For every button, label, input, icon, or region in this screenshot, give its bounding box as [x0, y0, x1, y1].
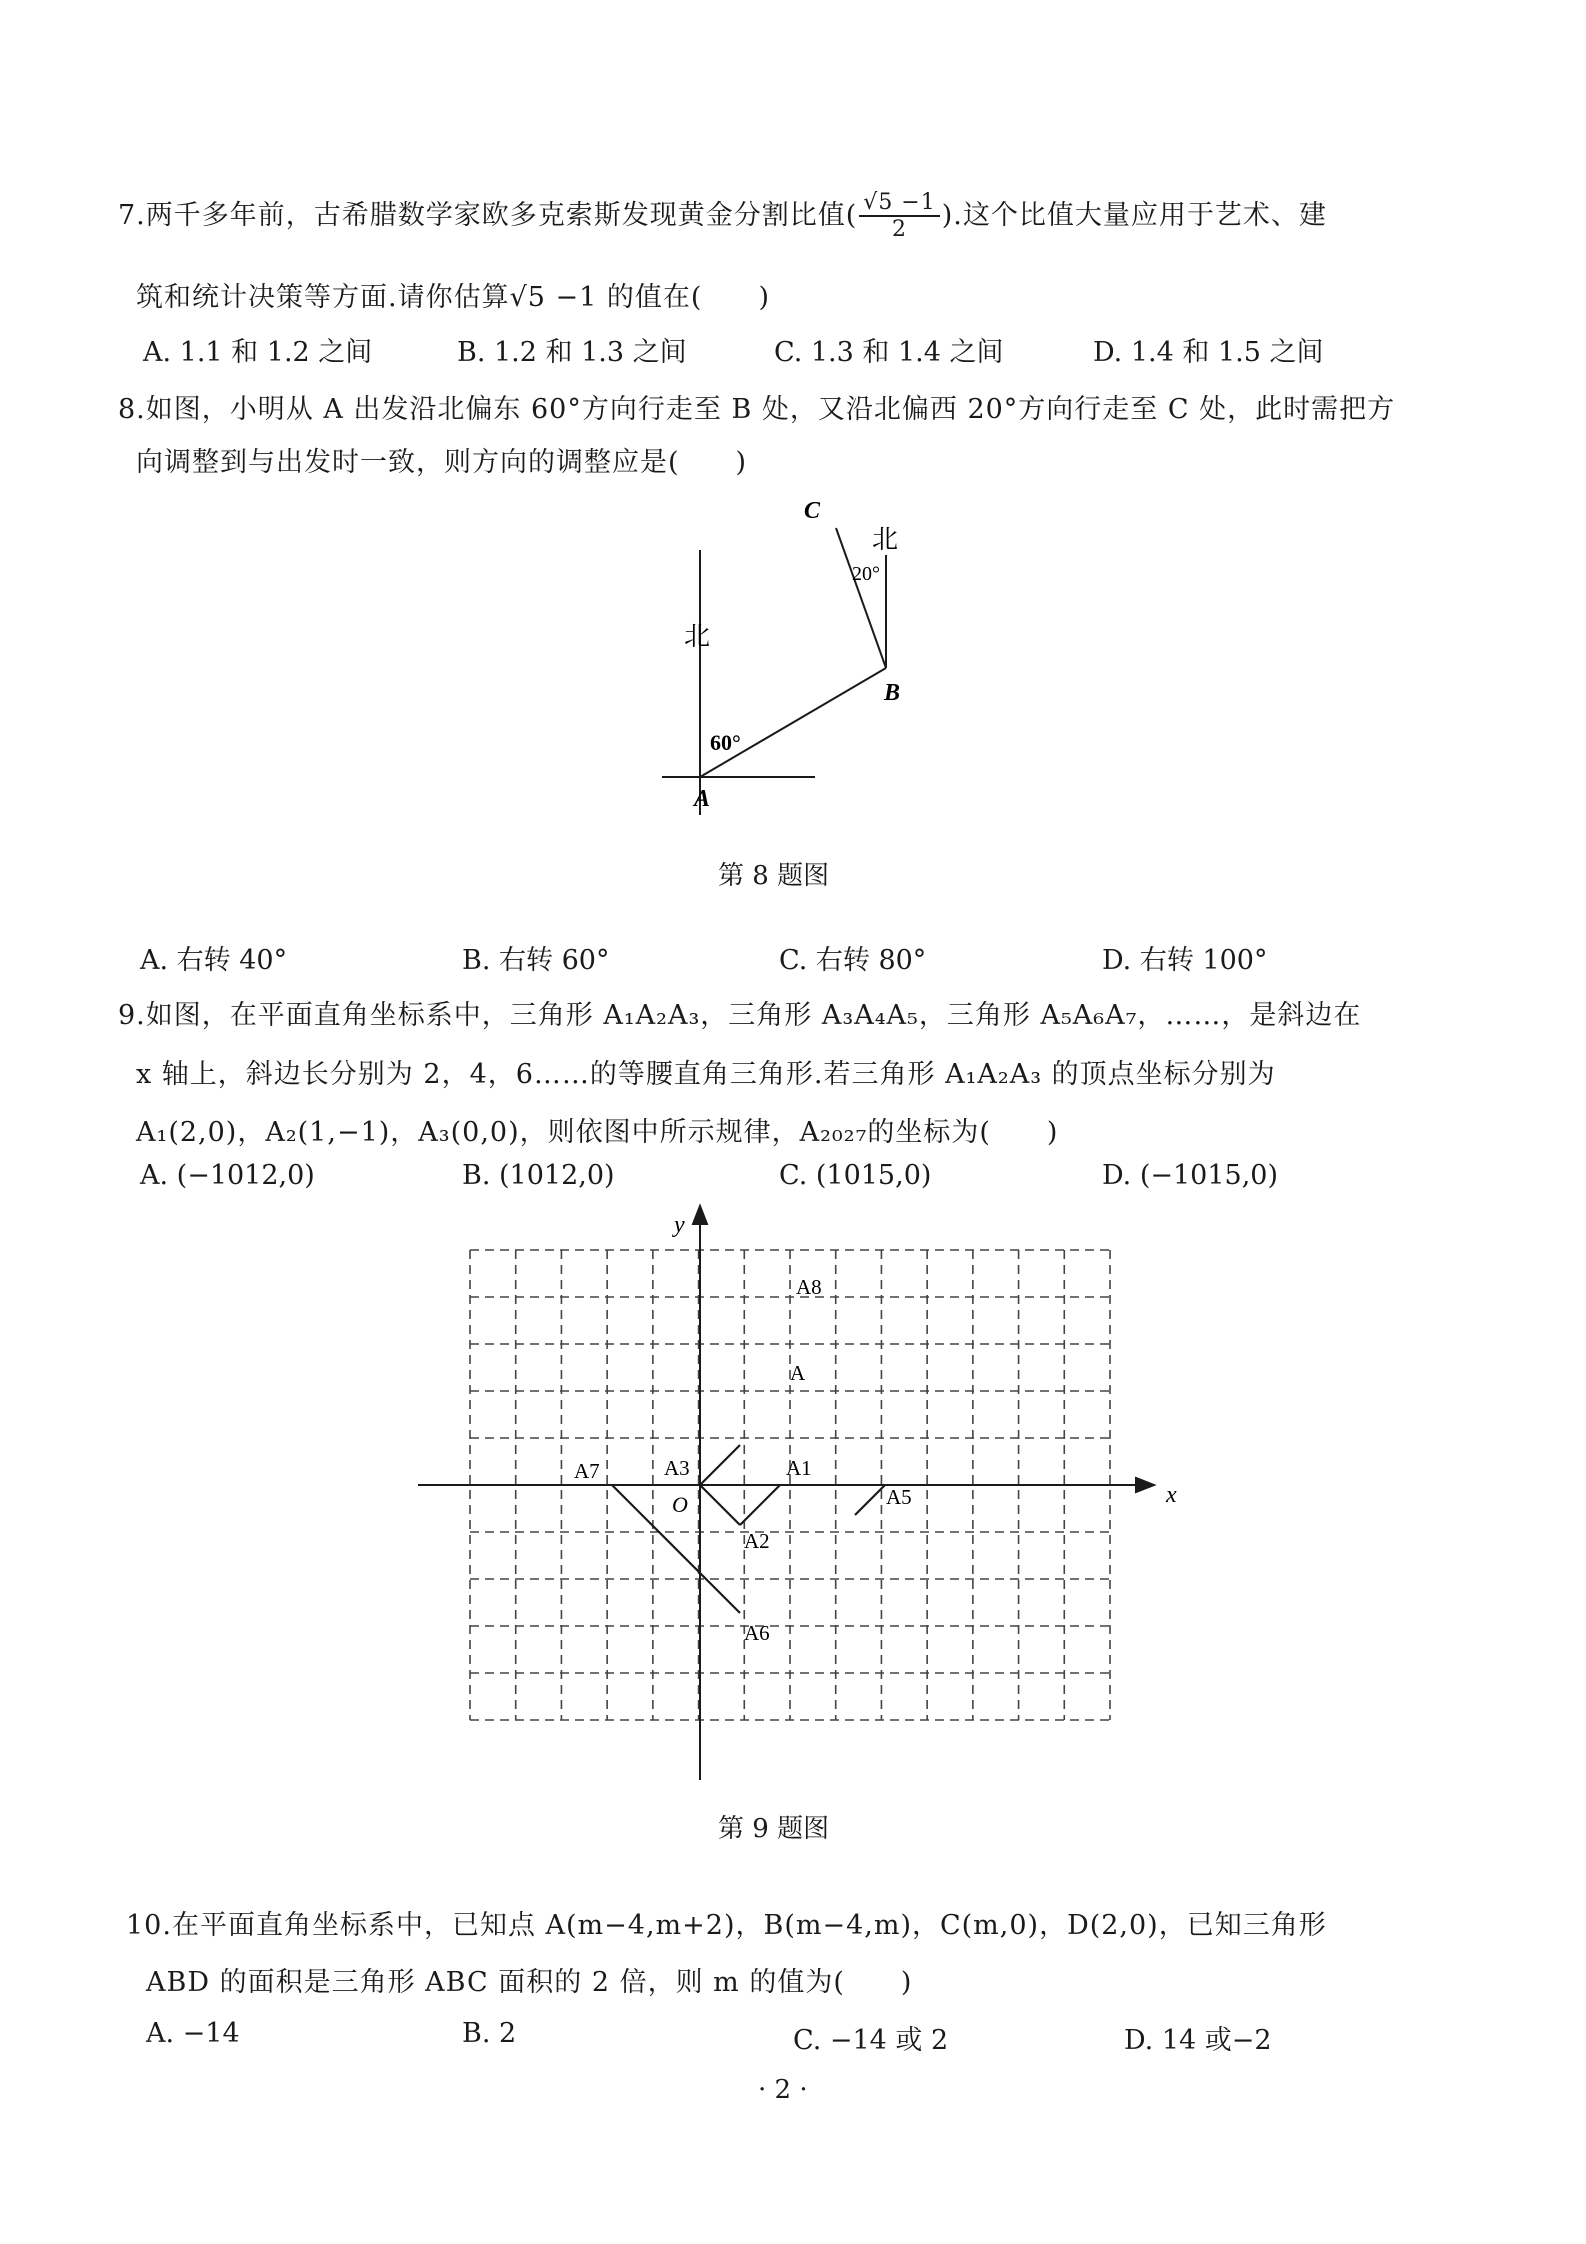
q8-caption: 第 8 题图: [718, 861, 830, 891]
q10-option-a: A. −14: [146, 2018, 240, 2049]
q8-option-c: C. 右转 80°: [779, 945, 927, 976]
q7-line1: [118, 190, 1327, 243]
q9-option-c: C. (1015,0): [779, 1160, 932, 1191]
q7-option-c: C. 1.3 和 1.4 之间: [774, 337, 1004, 368]
q9-option-d: D. (−1015,0): [1102, 1160, 1279, 1191]
q9-label-a3: A3: [664, 1456, 690, 1480]
q8-north-label-b: 北: [872, 525, 899, 554]
q8-north-label-a: 北: [684, 622, 711, 651]
q9-label-a7: A7: [574, 1459, 600, 1483]
q9-x-arrow: [1136, 1478, 1154, 1492]
q9-line1: 9.如图，在平面直角坐标系中，三角形 A₁A₂A₃，三角形 A₃A₄A₅，三角形 A₅A₆A₇，……，是斜边在: [118, 1000, 1362, 1031]
q7-frac-numerator: √5 −1: [859, 190, 939, 217]
q9-label-x: x: [1166, 1482, 1177, 1508]
q10-line2: ABD 的面积是三角形 ABC 面积的 2 倍，则 m 的值为( ): [146, 1967, 913, 1998]
q9-label-a4: A: [790, 1361, 806, 1385]
q9-y-arrow: [693, 1206, 707, 1224]
q9-seg-a3-a2: [700, 1485, 740, 1525]
q7-line1-post: ).这个比值大量应用于艺术、建: [941, 199, 1327, 231]
q7-line2: 筑和统计决策等方面.请你估算√5 −1 的值在( ): [136, 282, 770, 313]
q9-seg-a5: [855, 1485, 885, 1515]
q9-caption: 第 9 题图: [718, 1814, 830, 1844]
q8-segment-ab: [700, 668, 886, 777]
page-number: · 2 ·: [758, 2075, 808, 2105]
q9-label-y: y: [674, 1212, 685, 1238]
q7-option-d: D. 1.4 和 1.5 之间: [1093, 337, 1324, 368]
q9-seg-a2-a1: [740, 1485, 780, 1525]
q9-seg-a3-a4: [700, 1445, 740, 1485]
q9-label-a8: A8: [796, 1275, 822, 1299]
q7-option-b: B. 1.2 和 1.3 之间: [457, 337, 687, 368]
q8-option-b: B. 右转 60°: [462, 945, 610, 976]
q9-option-b: B. (1012,0): [462, 1160, 615, 1191]
q8-point-b: B: [884, 680, 901, 706]
q7-option-a: A. 1.1 和 1.2 之间: [143, 337, 373, 368]
q10-line1: 10.在平面直角坐标系中，已知点 A(m−4,m+2)，B(m−4,m)，C(m,0)，D(2,0)，已知三角形: [126, 1910, 1327, 1941]
q7-line1-pre: 7.两千多年前，古希腊数学家欧多克索斯发现黄金分割比值(: [118, 199, 858, 231]
q9-label-a5: A5: [886, 1485, 912, 1509]
q7-fraction: [859, 190, 939, 243]
q8-line1: 8.如图，小明从 A 出发沿北偏东 60°方向行走至 B 处，又沿北偏西 20°方向行走至 C 处，此时需把方: [118, 394, 1396, 425]
q8-angle-60: 60°: [710, 730, 741, 755]
q9-label-a6: A6: [744, 1621, 770, 1645]
q8-point-c: C: [804, 498, 821, 524]
q9-label-a1: A1: [786, 1456, 812, 1480]
q10-option-d: D. 14 或−2: [1124, 2025, 1272, 2056]
q10-option-b: B. 2: [462, 2018, 517, 2049]
q9-line2: x 轴上，斜边长分别为 2，4，6……的等腰直角三角形.若三角形 A₁A₂A₃ 的顶点坐标分别为: [136, 1059, 1276, 1090]
q8-point-a: A: [694, 786, 711, 812]
q8-option-a: A. 右转 40°: [140, 945, 288, 976]
q8-option-d: D. 右转 100°: [1102, 945, 1268, 976]
q8-line2: 向调整到与出发时一致，则方向的调整应是( ): [136, 447, 748, 478]
q10-option-c: C. −14 或 2: [793, 2025, 949, 2056]
q9-option-a: A. (−1012,0): [140, 1160, 315, 1191]
q7-frac-denominator: 2: [892, 217, 908, 243]
q9-label-a2: A2: [744, 1529, 770, 1553]
q9-label-origin: O: [672, 1492, 688, 1517]
q9-figure: [410, 1200, 1177, 1800]
q8-figure: [640, 480, 900, 830]
q8-angle-20: 20°: [852, 563, 880, 585]
q9-line3: A₁(2,0)，A₂(1,−1)，A₃(0,0)，则依图中所示规律，A₂₀₂₇的坐标为( ): [136, 1117, 1059, 1148]
